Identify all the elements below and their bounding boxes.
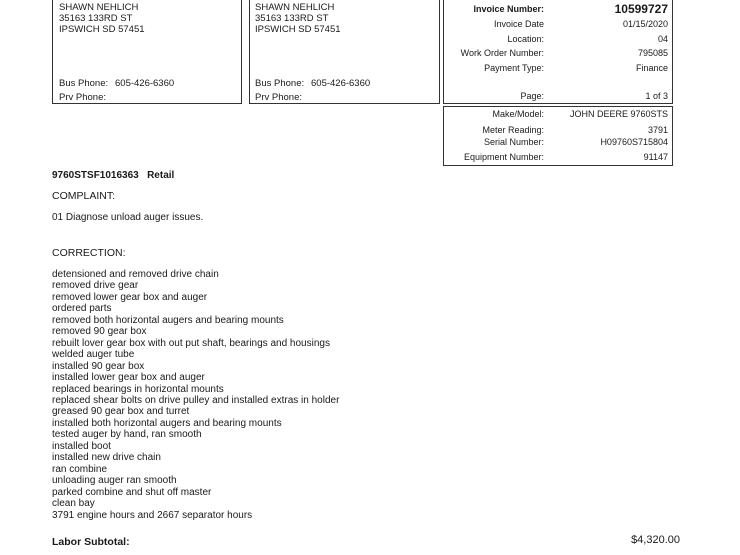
correction-line: replaced shear bolts on drive pulley and installed extras in holder — [52, 394, 340, 406]
location-value: 04 — [657, 34, 668, 44]
serial-row — [444, 136, 672, 150]
equipment-number-value: 91147 — [643, 152, 668, 162]
correction-line: ran combine — [52, 463, 108, 475]
location-label: Location: — [507, 34, 544, 44]
ship-to-prv-phone-label: Prv Phone: — [255, 92, 302, 103]
correction-line: installed 90 gear box — [52, 360, 145, 372]
correction-line: rebuilt lover gear box with out put shaft, bearings and housings — [52, 337, 330, 349]
correction-line: installed both horizontal augers and bearing mounts — [52, 417, 282, 429]
invoice-info-box — [443, 0, 673, 104]
make-model-value: JOHN DEERE 9760STS — [569, 109, 668, 119]
equipment-box — [443, 106, 673, 166]
invoice-date-label: Invoice Date — [493, 19, 544, 29]
correction-line: greased 90 gear box and turret — [52, 406, 190, 418]
serial-value: H09760S715804 — [600, 137, 668, 147]
work-order-label: Work Order Number: — [460, 48, 544, 58]
correction-line: welded auger tube — [52, 349, 135, 361]
correction-line: tested auger by hand, ran smooth — [52, 429, 202, 441]
page-label: Page: — [520, 91, 544, 101]
invoice-date-row — [444, 18, 672, 32]
invoice-number-label: Invoice Number: — [473, 4, 544, 14]
payment-type-row — [444, 62, 672, 76]
bill-to-bus-phone: 605-426-6360 — [115, 78, 175, 89]
bill-to-address: 35163 133RD ST — [59, 13, 133, 24]
bill-to-city: IPSWICH SD 57451 — [59, 24, 145, 35]
correction-heading: CORRECTION: — [52, 247, 126, 259]
correction-line: installed boot — [52, 440, 111, 452]
job-title-type: Retail — [147, 170, 175, 181]
correction-line: detensioned and removed drive chain — [52, 269, 219, 280]
bill-to-bus-phone-label: Bus Phone: — [59, 78, 109, 89]
make-model-row — [444, 108, 672, 122]
ship-to-address: 35163 133RD ST — [255, 13, 329, 24]
ship-to-bus-phone-label: Bus Phone: — [255, 78, 305, 89]
correction-line: removed both horizontal augers and bearing mounts — [52, 314, 284, 326]
equipment-number-row — [444, 151, 672, 165]
invoice-number-row — [444, 3, 672, 17]
bill-to-box — [52, 0, 242, 104]
bill-to-prv-phone-label: Prv Phone: — [59, 92, 106, 103]
correction-line: ordered parts — [52, 303, 112, 315]
correction-line: removed 90 gear box — [52, 326, 147, 338]
invoice-number: 10599727 — [614, 2, 668, 16]
location-row — [444, 33, 672, 47]
labor-subtotal-value: $4,320.00 — [631, 534, 680, 546]
serial-label: Serial Number: — [483, 137, 544, 147]
payment-type-label: Payment Type: — [484, 63, 544, 73]
correction-line: installed lower gear box and auger — [52, 372, 205, 384]
ship-to-city: IPSWICH SD 57451 — [255, 24, 341, 35]
correction-line: clean bay — [52, 498, 95, 510]
page-value: 1 of 3 — [645, 91, 668, 101]
equipment-number-label: Equipment Number: — [463, 152, 544, 162]
correction-line: removed lower gear box and auger — [52, 291, 208, 303]
labor-subtotal-label: Labor Subtotal: — [52, 536, 130, 548]
complaint-heading: COMPLAINT: — [52, 190, 116, 202]
correction-line: replaced bearings in horizontal mounts — [52, 383, 224, 395]
bill-to-name: SHAWN NEHLICH — [59, 2, 139, 13]
correction-line: 3791 engine hours and 2667 separator hours — [52, 509, 253, 521]
payment-type-value: Finance — [635, 63, 668, 73]
correction-line: removed drive gear — [52, 280, 139, 292]
make-model-label: Make/Model: — [492, 109, 544, 119]
work-order-value: 795085 — [637, 48, 668, 58]
meter-label: Meter Reading: — [482, 125, 544, 135]
page-row — [444, 90, 672, 104]
ship-to-box — [249, 0, 440, 104]
meter-value: 3791 — [647, 125, 668, 135]
work-order-row — [444, 47, 672, 61]
correction-list — [52, 269, 339, 521]
correction-line: parked combine and shut off master — [52, 486, 212, 498]
correction-line: installed new drive chain — [52, 452, 161, 464]
correction-line: unloading auger ran smooth — [52, 475, 177, 487]
ship-to-name: SHAWN NEHLICH — [255, 2, 335, 13]
invoice-date: 01/15/2020 — [622, 19, 668, 29]
job-title — [52, 170, 174, 181]
job-title-id: 9760STSF1016363 — [52, 170, 139, 181]
ship-to-bus-phone: 605-426-6360 — [311, 78, 371, 89]
complaint-text: 01 Diagnose unload auger issues. — [52, 212, 204, 223]
